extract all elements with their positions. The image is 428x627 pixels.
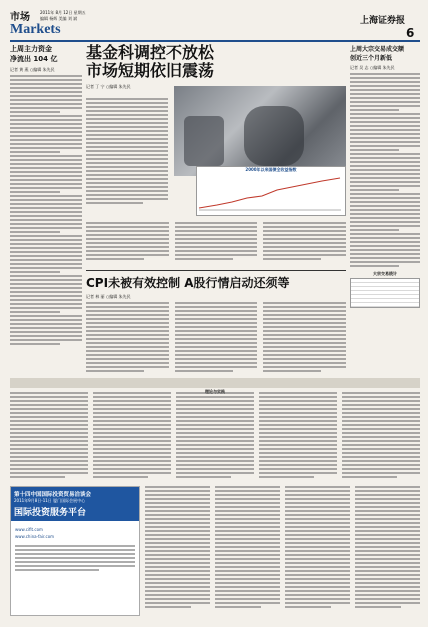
ad-title: 第十四中国国际投资贸易洽谈会 [14,492,92,498]
main-story [86,44,346,219]
main-headline-1: 基金科调控不放松 [86,43,215,62]
ad-url-1[interactable]: www.cifit.com [15,527,43,532]
right-byline: 记者 吴 志 ○编辑 朱先民 [350,65,395,70]
second-story [86,270,346,374]
chart-title: 2000年以来国债全收益指数 [245,167,297,172]
paper-name: 上海证券报 [360,16,406,26]
left-column [10,44,82,374]
section-title-cn: 市场 [10,12,30,23]
header-date: 2011年 8月 12日 星期五 [40,10,86,15]
ad-banner [11,487,139,521]
section-divider [10,378,420,388]
chart-line-graphic [197,172,343,212]
main-body-col1 [86,98,168,204]
market-photo [174,86,346,176]
section-title-en: Markets [10,22,61,37]
bottom-lower-columns [145,486,420,616]
page-header [10,8,420,38]
right-headline-2: 创近三个月新低 [350,55,393,62]
left-headline-1: 上周主力资金 [10,45,52,53]
bottom-columns [10,392,420,482]
main-headline-2: 市场短期依旧震荡 [86,61,215,80]
left-headline-2: 净流出 104 亿 [10,55,58,63]
main-byline: 记者 丁 宁 ○编辑 朱先民 [86,84,131,89]
right-body-text [350,73,420,267]
page-number: 6 [406,26,415,40]
right-table-title: 大宗交易统计 [373,271,397,276]
left-body-text [10,75,82,345]
second-headline: CPI未被有效控制 A股行情启动还须等 [86,276,290,290]
ad-subtitle: 2011年9月8日-11日 厦门国际会展中心 [14,498,86,503]
second-byline: 记者 林 丽 ○编辑 朱先民 [86,294,131,299]
right-column [350,44,420,374]
header-editor: 编辑 杨辉 美编 刘 斌 [40,16,78,21]
right-headline-1: 上周大宗交易成交额 [350,46,405,53]
trade-fair-ad [10,486,140,616]
index-chart [196,166,346,216]
right-table [350,278,420,308]
main-body-lower [86,222,346,262]
ad-url-2[interactable]: www.china-fair.com [15,534,55,539]
header-rule [10,40,420,42]
left-byline: 记者 黄 燕 ○编辑 朱先民 [10,67,55,72]
ad-slogan: 国际投资服务平台 [14,508,87,518]
